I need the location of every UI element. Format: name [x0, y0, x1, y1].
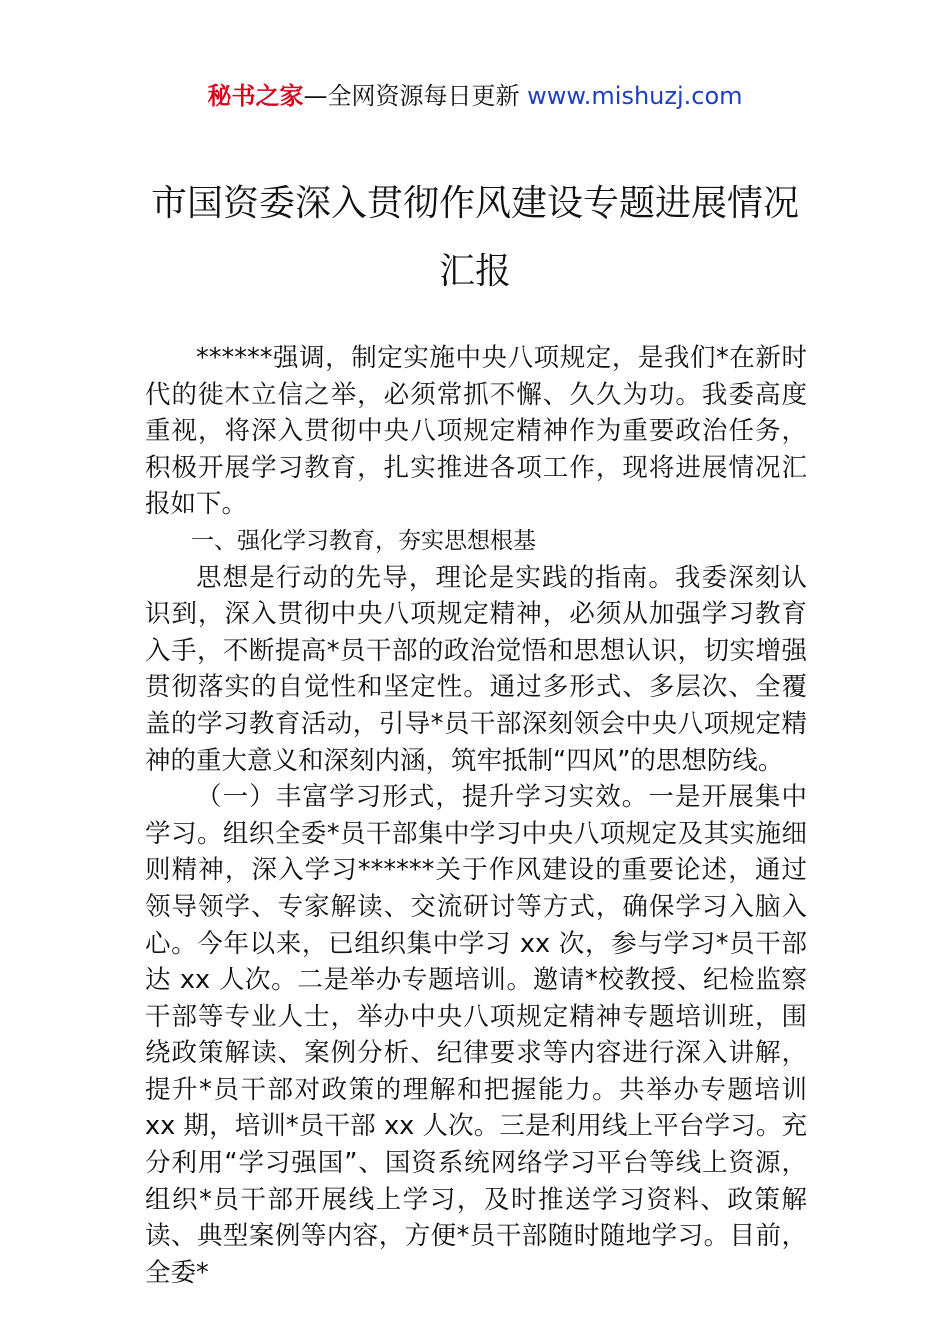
section-heading: 一、强化学习教育，夯实思想根基	[191, 527, 536, 554]
site-banner	[0, 80, 950, 112]
document-title-line-2: 汇报	[438, 251, 511, 292]
paragraph-section-intro: 思想是行动的先导，理论是实践的指南。我委深刻认识到，深入贯彻中央八项规定精神，必须从加强学习教育入手，不断提高*员干部的政治觉悟和思想认识，切实增强贯彻落实的自觉性和坚定性。通过多形式、多层次、全覆盖的学习教育活动，引导*员干部深刻领会中央八项规定精神的重大意义和深刻内涵，筑牢抵制“四风”的思想防线。	[145, 562, 807, 776]
brand-name: 秘书之家	[207, 82, 304, 110]
document-title-line-1: 市国资委深入贯彻作风建设专题进展情况	[150, 183, 799, 224]
paragraph-intro: ******强调，制定实施中央八项规定，是我们*在新时代的徙木立信之举，必须常抓不懈、久久为功。我委高度重视，将深入贯彻中央八项规定精神作为重要政治任务，积极开展学习教育，扎实推进各项工作，现将进展情况汇报如下。	[145, 343, 807, 520]
banner-tagline: —全网资源每日更新	[303, 82, 528, 110]
document-body	[145, 340, 807, 1291]
site-url-link[interactable]: www.mishuzj.com	[527, 82, 743, 110]
paragraph-subsection-1: （一）丰富学习形式，提升学习实效。一是开展集中学习。组织全委*员干部集中学习中央八项规定及其实施细则精神，深入学习******关于作风建设的重要论述，通过领导领学、专家解读、交流研讨等方式，确保学习入脑入心。今年以来，已组织集中学习 xx 次，参与学习*员干部达 xx 人次。二是举办专题培训。邀请*校教授、纪检监察干部等专业人士，举办中央八项规定精神专题培训班，围绕政策解读、案例分析、纪律要求等内容进行深入讲解，提升*员干部对政策的理解和把握能力。共举办专题培训 xx 期，培训*员干部 xx 人次。三是利用线上平台学习。充分利用“学习强国”、国资系统网络学习平台等线上资源，组织*员干部开展线上学习，及时推送学习资料、政策解读、典型案例等内容，方便*员干部随时随地学习。目前，全委*	[145, 782, 807, 1288]
